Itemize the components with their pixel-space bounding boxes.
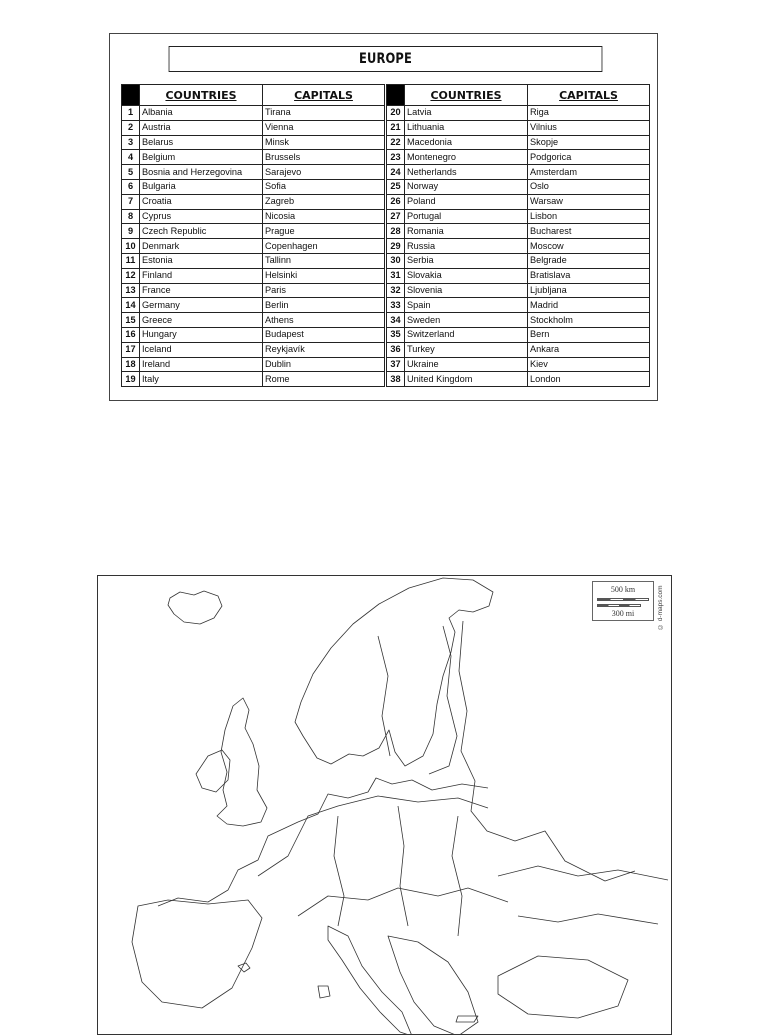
italy-outline (328, 926, 412, 1035)
continent-coast (158, 778, 488, 906)
row-number: 4 (122, 150, 140, 165)
table-row (387, 342, 650, 357)
country-cell: Hungary (140, 327, 263, 342)
country-cell: Serbia (405, 253, 528, 268)
capital-cell: Vienna (263, 120, 385, 135)
row-number: 7 (122, 194, 140, 209)
country-cell: Finland (140, 268, 263, 283)
table-row (387, 135, 650, 150)
country-cell: United Kingdom (405, 372, 528, 387)
table-row (122, 135, 385, 150)
country-cell: Denmark (140, 239, 263, 254)
capital-cell: Dublin (263, 357, 385, 372)
row-number: 19 (122, 372, 140, 387)
capital-cell: Vilnius (528, 120, 650, 135)
country-cell: Belgium (140, 150, 263, 165)
table-row (387, 372, 650, 387)
table-row (387, 298, 650, 313)
country-cell: Ukraine (405, 357, 528, 372)
table-row (122, 342, 385, 357)
country-cell: Estonia (140, 253, 263, 268)
central-borders-3 (334, 816, 344, 926)
capital-cell: Tirana (263, 106, 385, 121)
table-row (122, 327, 385, 342)
row-number: 9 (122, 224, 140, 239)
capital-cell: Bucharest (528, 224, 650, 239)
capital-cell: Warsaw (528, 194, 650, 209)
capital-cell: Minsk (263, 135, 385, 150)
country-cell: Slovenia (405, 283, 528, 298)
row-number: 31 (387, 268, 405, 283)
country-cell: Netherlands (405, 165, 528, 180)
iberia-outline (132, 900, 262, 1008)
sweden-border (378, 636, 390, 756)
row-number: 25 (387, 179, 405, 194)
table-row (122, 283, 385, 298)
table-row (387, 313, 650, 328)
east-borders (498, 866, 668, 924)
country-cell: Portugal (405, 209, 528, 224)
capitals-header: CAPITALS (528, 85, 650, 106)
table-row (387, 209, 650, 224)
capital-cell: Bern (528, 327, 650, 342)
row-number: 16 (122, 327, 140, 342)
table-row (122, 224, 385, 239)
russia-border (459, 621, 635, 881)
capital-cell: Belgrade (528, 253, 650, 268)
worksheet-title: EUROPE (169, 46, 603, 72)
table-row (122, 253, 385, 268)
country-cell: Slovakia (405, 268, 528, 283)
country-cell: Poland (405, 194, 528, 209)
row-number: 3 (122, 135, 140, 150)
row-number: 21 (387, 120, 405, 135)
row-number: 12 (122, 268, 140, 283)
central-borders-1 (258, 796, 488, 876)
country-cell: Romania (405, 224, 528, 239)
row-number: 23 (387, 150, 405, 165)
map-credit: © d-maps.com (657, 585, 664, 630)
scale-mi-bar (597, 604, 641, 607)
row-number: 24 (387, 165, 405, 180)
table-row (122, 209, 385, 224)
capital-cell: Rome (263, 372, 385, 387)
table-row (122, 120, 385, 135)
country-cell: Bosnia and Herzegovina (140, 165, 263, 180)
country-cell: Bulgaria (140, 179, 263, 194)
row-number: 11 (122, 253, 140, 268)
country-cell: Lithuania (405, 120, 528, 135)
central-borders-5 (452, 816, 462, 936)
row-number: 29 (387, 239, 405, 254)
balkans-outline (388, 936, 478, 1035)
capital-cell: Berlin (263, 298, 385, 313)
table-row (387, 327, 650, 342)
capital-cell: Lisbon (528, 209, 650, 224)
britain-outline (217, 698, 267, 826)
table-row (387, 224, 650, 239)
country-cell: France (140, 283, 263, 298)
row-number: 15 (122, 313, 140, 328)
central-borders-4 (398, 806, 408, 926)
country-cell: Macedonia (405, 135, 528, 150)
table-row (122, 298, 385, 313)
capitals-table-right (386, 84, 650, 387)
table-row (122, 106, 385, 121)
country-cell: Switzerland (405, 327, 528, 342)
mediterranean-islands (238, 963, 478, 1022)
capital-cell: Riga (528, 106, 650, 121)
row-number: 20 (387, 106, 405, 121)
table-row (387, 283, 650, 298)
capital-cell: Ljubljana (528, 283, 650, 298)
table-row (387, 120, 650, 135)
scale-mi-label: 300 mi (611, 609, 635, 618)
row-number: 30 (387, 253, 405, 268)
country-cell: Croatia (140, 194, 263, 209)
table-row (387, 239, 650, 254)
capital-cell: Madrid (528, 298, 650, 313)
country-cell: Sweden (405, 313, 528, 328)
country-cell: Russia (405, 239, 528, 254)
country-cell: Spain (405, 298, 528, 313)
capital-cell: Stockholm (528, 313, 650, 328)
country-cell: Montenegro (405, 150, 528, 165)
table-row (122, 150, 385, 165)
row-number: 26 (387, 194, 405, 209)
row-number: 13 (122, 283, 140, 298)
country-cell: Czech Republic (140, 224, 263, 239)
country-cell: Cyprus (140, 209, 263, 224)
capital-cell: Bratislava (528, 268, 650, 283)
capital-cell: Budapest (263, 327, 385, 342)
row-number: 38 (387, 372, 405, 387)
ireland-outline (196, 750, 230, 792)
row-number: 37 (387, 357, 405, 372)
row-number: 22 (387, 135, 405, 150)
row-number: 28 (387, 224, 405, 239)
table-row (387, 253, 650, 268)
row-number: 17 (122, 342, 140, 357)
table-row (387, 194, 650, 209)
capitals-header: CAPITALS (263, 85, 385, 106)
capital-cell: Reykjavík (263, 342, 385, 357)
country-cell: Germany (140, 298, 263, 313)
capital-cell: Athens (263, 313, 385, 328)
capital-cell: Podgorica (528, 150, 650, 165)
black-sea-outline (498, 956, 628, 1018)
capitals-worksheet (109, 33, 658, 401)
row-number: 36 (387, 342, 405, 357)
country-cell: Belarus (140, 135, 263, 150)
table-row (122, 194, 385, 209)
row-number: 18 (122, 357, 140, 372)
table-row (387, 106, 650, 121)
table-row (122, 165, 385, 180)
country-cell: Norway (405, 179, 528, 194)
scale-km-label: 500 km (610, 585, 636, 594)
capital-cell: Copenhagen (263, 239, 385, 254)
row-number: 14 (122, 298, 140, 313)
map-scale (592, 581, 654, 621)
row-number: 1 (122, 106, 140, 121)
table-row (387, 179, 650, 194)
capital-cell: Brussels (263, 150, 385, 165)
country-cell: Ireland (140, 357, 263, 372)
capital-cell: Oslo (528, 179, 650, 194)
table-row (387, 150, 650, 165)
capital-cell: Ankara (528, 342, 650, 357)
row-number: 8 (122, 209, 140, 224)
row-number: 27 (387, 209, 405, 224)
row-number: 35 (387, 327, 405, 342)
table-row (122, 357, 385, 372)
table-row (122, 372, 385, 387)
number-header (387, 85, 405, 106)
capital-cell: Moscow (528, 239, 650, 254)
capital-cell: Amsterdam (528, 165, 650, 180)
finland-border (429, 626, 457, 774)
country-cell: Albania (140, 106, 263, 121)
country-cell: Austria (140, 120, 263, 135)
capital-cell: Zagreb (263, 194, 385, 209)
table-row (122, 239, 385, 254)
capital-cell: Kiev (528, 357, 650, 372)
table-row (122, 179, 385, 194)
capital-cell: Prague (263, 224, 385, 239)
table-row (387, 357, 650, 372)
countries-header: COUNTRIES (140, 85, 263, 106)
row-number: 2 (122, 120, 140, 135)
country-cell: Turkey (405, 342, 528, 357)
capital-cell: Sofia (263, 179, 385, 194)
iceland-outline (168, 591, 222, 624)
row-number: 6 (122, 179, 140, 194)
capital-cell: Nicosia (263, 209, 385, 224)
capital-cell: Helsinki (263, 268, 385, 283)
table-row (122, 313, 385, 328)
row-number: 32 (387, 283, 405, 298)
capitals-table-left (121, 84, 385, 387)
country-cell: Latvia (405, 106, 528, 121)
country-cell: Greece (140, 313, 263, 328)
map-outlines (98, 576, 672, 1035)
row-number: 10 (122, 239, 140, 254)
table-row (387, 268, 650, 283)
table-row (387, 165, 650, 180)
row-number: 5 (122, 165, 140, 180)
row-number: 34 (387, 313, 405, 328)
number-header (122, 85, 140, 106)
capital-cell: Sarajevo (263, 165, 385, 180)
country-cell: Italy (140, 372, 263, 387)
table-row (122, 268, 385, 283)
scale-km-bar (597, 598, 649, 601)
capital-cell: London (528, 372, 650, 387)
europe-outline-map (97, 575, 672, 1035)
countries-header: COUNTRIES (405, 85, 528, 106)
capital-cell: Skopje (528, 135, 650, 150)
country-cell: Iceland (140, 342, 263, 357)
capital-cell: Tallinn (263, 253, 385, 268)
row-number: 33 (387, 298, 405, 313)
capital-cell: Paris (263, 283, 385, 298)
